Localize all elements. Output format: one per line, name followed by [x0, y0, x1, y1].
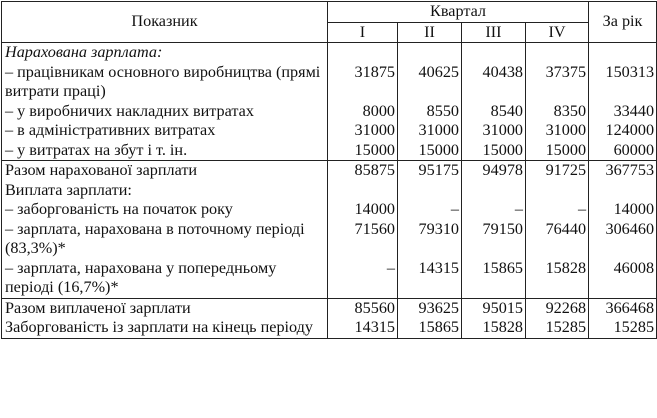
cell-year-total: 46008 — [589, 259, 657, 299]
cell-year-total — [589, 43, 657, 63]
cell-quarter-2: 15865 — [398, 318, 462, 338]
cell-quarter-1: 85560 — [328, 298, 398, 318]
cell-quarter-2 — [398, 181, 462, 201]
header-q1: I — [328, 22, 398, 43]
cell-quarter-1: 8000 — [328, 102, 398, 122]
row-label: Нарахована зарплата: — [2, 43, 328, 63]
table-row — [2, 298, 657, 318]
cell-quarter-3 — [462, 181, 526, 201]
row-label: – у витратах на збут і т. ін. — [2, 141, 328, 161]
cell-quarter-4: 76440 — [526, 220, 589, 259]
header-indicator: Показник — [2, 2, 328, 43]
row-label: – заборгованість на початок року — [2, 200, 328, 220]
cell-quarter-1: 14315 — [328, 318, 398, 338]
header-q2: II — [398, 22, 462, 43]
cell-quarter-2: 93625 — [398, 298, 462, 318]
row-label: – працівникам основного виробництва (прямі витрати праці) — [2, 63, 328, 102]
cell-year-total: 15285 — [589, 318, 657, 338]
cell-quarter-3: 31000 — [462, 121, 526, 141]
table-body — [2, 43, 657, 339]
cell-quarter-1: 14000 — [328, 200, 398, 220]
cell-quarter-4: 37375 — [526, 63, 589, 102]
document — [1, 1, 656, 339]
cell-year-total: 306460 — [589, 220, 657, 259]
cell-quarter-3: 15000 — [462, 141, 526, 161]
cell-quarter-3: 94978 — [462, 161, 526, 181]
cell-quarter-2: 95175 — [398, 161, 462, 181]
header-q4: IV — [526, 22, 589, 43]
table-row — [2, 63, 657, 102]
table-row — [2, 43, 657, 63]
cell-quarter-4: 15000 — [526, 141, 589, 161]
row-label: Разом виплаченої зарплати — [2, 298, 328, 318]
cell-quarter-1: 31875 — [328, 63, 398, 102]
row-label: – у виробничих накладних витратах — [2, 102, 328, 122]
cell-quarter-1 — [328, 43, 398, 63]
row-label: – в адміністративних витратах — [2, 121, 328, 141]
cell-quarter-4: 8350 — [526, 102, 589, 122]
cell-quarter-1: 31000 — [328, 121, 398, 141]
cell-year-total: 33440 — [589, 102, 657, 122]
cell-quarter-3: 40438 — [462, 63, 526, 102]
cell-quarter-4: 15285 — [526, 318, 589, 338]
header-quarter: Квартал — [328, 2, 589, 23]
cell-quarter-4: 31000 — [526, 121, 589, 141]
table-row — [2, 181, 657, 201]
cell-year-total: 14000 — [589, 200, 657, 220]
payroll-table — [1, 1, 657, 339]
cell-quarter-1: 71560 — [328, 220, 398, 259]
table-row — [2, 121, 657, 141]
row-label: Заборгованість із зарплати на кінець періоду — [2, 318, 328, 338]
row-label: – зарплата, нарахована в поточному періоді (83,3%)* — [2, 220, 328, 259]
cell-quarter-4: 91725 — [526, 161, 589, 181]
cell-year-total: 150313 — [589, 63, 657, 102]
cell-quarter-3: 8540 — [462, 102, 526, 122]
cell-quarter-3: 95015 — [462, 298, 526, 318]
cell-year-total: 367753 — [589, 161, 657, 181]
cell-quarter-3 — [462, 43, 526, 63]
table-row — [2, 102, 657, 122]
row-label: Виплата зарплати: — [2, 181, 328, 201]
header-q3: III — [462, 22, 526, 43]
table-row — [2, 259, 657, 299]
cell-quarter-3: 79150 — [462, 220, 526, 259]
cell-quarter-3: – — [462, 200, 526, 220]
cell-quarter-2: 79310 — [398, 220, 462, 259]
cell-year-total: 124000 — [589, 121, 657, 141]
cell-quarter-1: – — [328, 259, 398, 299]
cell-quarter-4 — [526, 181, 589, 201]
table-row — [2, 161, 657, 181]
cell-quarter-2: 8550 — [398, 102, 462, 122]
cell-quarter-3: 15828 — [462, 318, 526, 338]
cell-quarter-3: 15865 — [462, 259, 526, 299]
table-row — [2, 200, 657, 220]
cell-quarter-4: – — [526, 200, 589, 220]
cell-year-total: 366468 — [589, 298, 657, 318]
cell-quarter-2: 31000 — [398, 121, 462, 141]
cell-quarter-2: – — [398, 200, 462, 220]
cell-quarter-2: 40625 — [398, 63, 462, 102]
cell-quarter-2: 15000 — [398, 141, 462, 161]
cell-year-total: 60000 — [589, 141, 657, 161]
cell-quarter-4 — [526, 43, 589, 63]
table-row — [2, 318, 657, 338]
table-row — [2, 141, 657, 161]
cell-quarter-4: 15828 — [526, 259, 589, 299]
cell-quarter-1: 15000 — [328, 141, 398, 161]
cell-quarter-1 — [328, 181, 398, 201]
cell-quarter-4: 92268 — [526, 298, 589, 318]
header-year: За рік — [589, 2, 657, 43]
cell-quarter-1: 85875 — [328, 161, 398, 181]
cell-quarter-2: 14315 — [398, 259, 462, 299]
row-label: – зарплата, нарахована у попередньому періоді (16,7%)* — [2, 259, 328, 299]
table-row — [2, 220, 657, 259]
cell-quarter-2 — [398, 43, 462, 63]
row-label: Разом нарахованої зарплати — [2, 161, 328, 181]
cell-year-total — [589, 181, 657, 201]
